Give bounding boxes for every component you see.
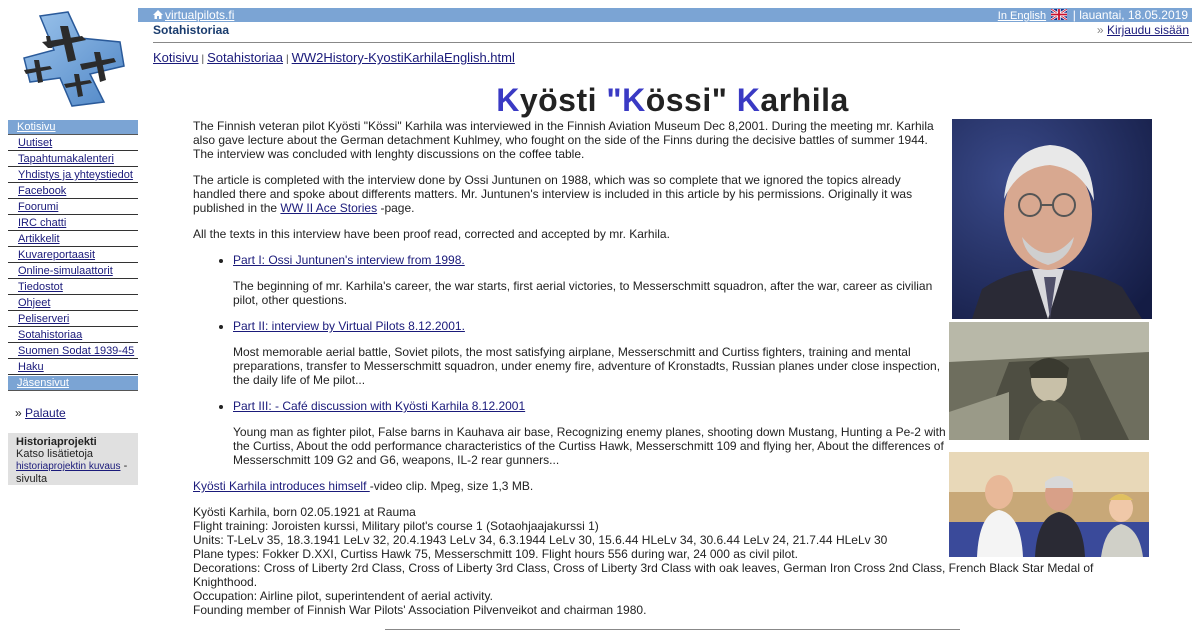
sidebar-item-articles[interactable] — [8, 232, 138, 247]
history-box-title: Historiaprojekti — [16, 436, 97, 448]
sidebar-item-label[interactable]: Peliserveri — [18, 313, 70, 325]
sidebar-item-finnish-wars[interactable] — [8, 344, 138, 359]
sidebar-item-label[interactable]: Ohjeet — [18, 297, 51, 309]
list-item — [233, 399, 946, 467]
video-link[interactable]: Kyösti Karhila introduces himself — [193, 479, 370, 493]
feedback — [15, 406, 66, 420]
history-box-line: Katso lisätietoja — [16, 448, 94, 460]
menu-head-home[interactable] — [8, 120, 138, 135]
breadcrumb — [153, 50, 515, 65]
top-right — [998, 8, 1188, 23]
parts-list — [193, 253, 946, 467]
sidebar-item-association[interactable] — [8, 168, 138, 183]
intro-text: The article is completed with the interview done by Ossi Juntunen on 1988, which was so complete that we ignored the topics already handled there and spoke about differents matters. Mr. Juntunen's interview is included in this article by his permissions. Originally it was published in the — [193, 173, 913, 215]
bio-line: Units: T-LeLv 35, 18.3.1941 LeLv 32, 20.4.1943 LeLv 34, 6.3.1944 LeLv 30, 15.6.44 HLeLv 34, 30.6.44 LeLv 24, 21.7.44 HLeLv 30 — [193, 533, 888, 547]
sidebar-item-search[interactable] — [8, 360, 138, 375]
video-text: -video clip. Mpeg, size 1,3 MB. — [369, 479, 534, 493]
page-title — [153, 80, 1192, 120]
sidebar-item-label[interactable]: Online-simulaattorit — [18, 265, 113, 277]
list-item — [233, 253, 946, 307]
sidebar-item-label[interactable]: Kuvareportaasit — [18, 249, 96, 261]
login-prefix: » — [1096, 23, 1104, 37]
section-title: Sotahistoriaa — [153, 23, 230, 37]
sidebar-item-forum[interactable] — [8, 200, 138, 215]
sidebar-item-facebook[interactable] — [8, 184, 138, 199]
sidebar-item-calendar[interactable] — [8, 152, 138, 167]
sidebar-item-irc[interactable] — [8, 216, 138, 231]
sidebar-item-label[interactable]: Artikkelit — [18, 233, 60, 245]
menu-head-members[interactable] — [8, 376, 138, 391]
video-paragraph — [193, 479, 946, 493]
sidebar-item-news[interactable] — [8, 136, 138, 151]
login — [1097, 23, 1189, 37]
site-logo[interactable] — [20, 8, 130, 110]
part-description: The beginning of mr. Karhila's career, the war starts, first aerial victories, to Messerschmitt squadron, after the war, career as civilian pilot, other questions. — [233, 279, 933, 307]
list-item — [233, 319, 946, 387]
sidebar-item-label[interactable]: Facebook — [18, 185, 67, 197]
sidebar-item-files[interactable] — [8, 280, 138, 295]
breadcrumb-home[interactable]: Kotisivu — [153, 50, 199, 65]
part-link[interactable]: Part III: - Café discussion with Kyösti Karhila 8.12.2001 — [233, 399, 526, 413]
title-part: össi — [645, 82, 712, 118]
sidebar-item-game-server[interactable] — [8, 312, 138, 327]
intro-paragraph: The Finnish veteran pilot Kyösti "Kössi" Karhila was interviewed in the Finnish Aviation Museum Dec 8,2001. During the meeting mr. Karhila also gave lecture about the German detachment Kuhlmey, who fought on the side of the Finns during the decisive battles of summer 1944. The interview was concluded with lenghty discussions on the coffee table. — [193, 119, 934, 161]
sidebar-item-label[interactable]: Haku — [18, 361, 44, 373]
article-content — [193, 119, 946, 505]
sidebar-item-label[interactable]: Yhdistys ja yhteystiedot — [18, 169, 133, 181]
sidebar-item-label[interactable]: Foorumi — [18, 201, 59, 213]
sidebar-item-online-sims[interactable] — [8, 264, 138, 279]
sidebar-item-label[interactable]: Suomen Sodat 1939-45 — [18, 345, 135, 357]
sidebar-item-label[interactable]: Tapahtumakalenteri — [18, 153, 115, 165]
sidebar-item-label[interactable]: Tiedostot — [18, 281, 63, 293]
bio-line: Plane types: Fokker D.XXI, Curtiss Hawk 75, Messerschmitt 109. Flight hours 556 during war, 24 000 as civil pilot. — [193, 547, 798, 561]
home-link[interactable]: virtualpilots.fi — [165, 8, 235, 22]
feedback-prefix: » — [15, 406, 22, 420]
home-link-wrap — [153, 8, 234, 22]
members-link[interactable]: Jäsensivut — [17, 377, 69, 389]
main-menu — [8, 120, 138, 375]
breadcrumb-section[interactable]: Sotahistoriaa — [207, 50, 284, 65]
history-project-box — [8, 433, 138, 485]
title-initial: K — [622, 82, 646, 118]
sidebar-item-label[interactable]: IRC chatti — [18, 217, 67, 229]
cafe-discussion-photo — [949, 452, 1149, 557]
history-box-suffix: - sivulta — [16, 460, 128, 485]
history-box-link[interactable]: historiaprojektin kuvaus — [16, 461, 121, 472]
sidebar-item-label[interactable]: Sotahistoriaa — [18, 329, 83, 341]
sidebar-item-photo-reports[interactable] — [8, 248, 138, 263]
sidebar-item-war-history[interactable] — [8, 328, 138, 343]
intro-text: -page. — [380, 201, 415, 215]
title-initial: K — [727, 82, 761, 118]
intro-paragraph — [193, 173, 946, 215]
bio-line: Flight training: Joroisten kurssi, Military pilot's course 1 (Sotaohjaajakurssi 1) — [193, 519, 599, 533]
uk-flag-icon[interactable] — [1051, 9, 1067, 20]
part-description: Young man as fighter pilot, False barns in Kauhava air base, Recognizing enemy planes, shooting down Mustang, Hunting a Pe-2 with the Curtiss, About the odd performance characteristics of the Curtiss Hawk, Messerschmitt 109 and flying her, About the differences of Messerschmitt 109 G2 and G6, weapons, IL-2 rear gunners... — [233, 425, 946, 467]
intro-paragraph: All the texts in this interview have been proof read, corrected and accepted by mr. Karhila. — [193, 227, 670, 241]
feedback-link[interactable]: Palaute — [25, 406, 66, 420]
cockpit-photo — [949, 322, 1149, 440]
sidebar-item-guides[interactable] — [8, 296, 138, 311]
divider — [153, 42, 1192, 43]
login-link[interactable]: Kirjaudu sisään — [1106, 23, 1189, 37]
english-link[interactable]: In English — [997, 10, 1047, 22]
bio-line: Kyösti Karhila, born 02.05.1921 at Rauma — [193, 505, 416, 519]
title-initial: K — [496, 82, 520, 118]
bio-line: Decorations: Cross of Liberty 2rd Class, Cross of Liberty 3rd Class, Cross of Liberty 3rd Class with oak leaves, German Iron Cross 2nd Class, French Black Star Medal of Knighthood. — [193, 561, 1094, 589]
breadcrumb-separator: | — [286, 54, 289, 65]
bio-line: Occupation: Airline pilot, superintendent of aerial activity. — [193, 589, 493, 603]
home-icon — [153, 10, 163, 19]
title-quote: " — [711, 82, 728, 118]
current-date: | lauantai, 18.05.2019 — [1072, 8, 1188, 22]
part-link[interactable]: Part I: Ossi Juntunen's interview from 1998. — [233, 253, 465, 267]
members-menu — [8, 376, 138, 391]
part-description: Most memorable aerial battle, Soviet pilots, the most satisfying airplane, Messerschmitt and Curtiss fighters, training and mental preparations, transfer to Messerschmitt squadron, under enemy fire, adventure of Kronstadts, Russian planes under close inspection, the daily life of Me pilot... — [233, 345, 941, 387]
breadcrumb-page[interactable]: WW2History-KyostiKarhilaEnglish.html — [291, 50, 515, 65]
part-link[interactable]: Part II: interview by Virtual Pilots 8.12.2001. — [233, 319, 465, 333]
top-bar — [138, 8, 1192, 22]
portrait-photo — [952, 119, 1152, 319]
title-part: arhila — [760, 82, 849, 118]
menu-head-link[interactable]: Kotisivu — [17, 121, 56, 133]
breadcrumb-separator: | — [201, 54, 205, 65]
bio-line: Founding member of Finnish War Pilots' Association Pilvenveikot and chairman 1980. — [193, 603, 647, 617]
title-part: yösti — [519, 82, 607, 118]
title-quote: " — [606, 82, 623, 118]
ace-stories-link[interactable]: WW II Ace Stories — [280, 201, 378, 215]
sidebar-item-label[interactable]: Uutiset — [18, 137, 53, 149]
